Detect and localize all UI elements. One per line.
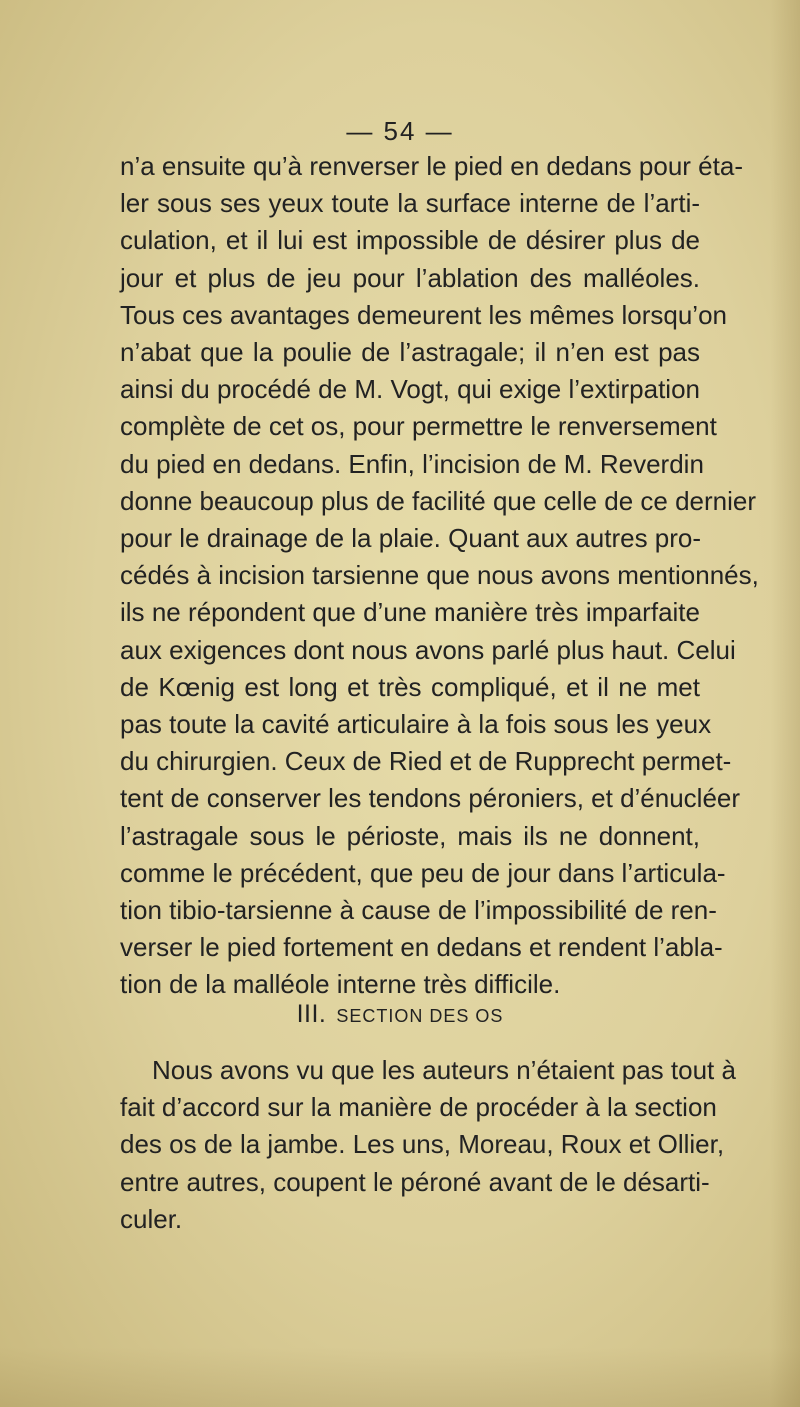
text-line: ler sous ses yeux toute la surface interne de l’arti-	[120, 188, 700, 219]
section-heading	[0, 1000, 800, 1029]
text-line: culation, et il lui est impossible de désirer plus de	[120, 225, 700, 256]
text-line: du chirurgien. Ceux de Ried et de Rupprecht permet-	[120, 746, 732, 777]
text-line: ils ne répondent que d’une manière très imparfaite	[120, 597, 700, 628]
page-bottom-shading	[0, 1347, 800, 1407]
text-line: verser le pied fortement en dedans et rendent l’abla-	[120, 932, 723, 963]
page-edge-shading	[770, 0, 800, 1407]
text-line-last: tion de la malléole interne très difficile.	[120, 969, 561, 1000]
paragraph-1	[120, 148, 759, 1004]
section-number: III.	[296, 1000, 327, 1028]
text-line: de Kœnig est long et très compliqué, et il ne met	[120, 671, 700, 702]
section-title: SECTION DES OS	[336, 1006, 504, 1026]
text-line: aux exigences dont nous avons parlé plus haut. Celui	[120, 634, 736, 665]
text-line: pour le drainage de la plaie. Quant aux autres pro-	[120, 523, 702, 554]
text-line: Nous avons vu que les auteurs n’étaient pas tout à	[152, 1055, 736, 1085]
text-line: Tous ces avantages demeurent les mêmes lorsqu’on	[120, 299, 727, 330]
text-line-last: culer.	[120, 1203, 183, 1234]
text-line: complète de cet os, pour permettre le renversement	[120, 411, 717, 442]
text-line: cédés à incision tarsienne que nous avons mentionnés,	[120, 560, 759, 591]
text-line: comme le précédent, que peu de jour dans l’articula-	[120, 857, 726, 888]
text-line: jour et plus de jeu pour l’ablation des malléoles.	[120, 262, 700, 293]
text-line: fait d’accord sur la manière de procéder à la section	[120, 1092, 717, 1123]
text-line: entre autres, coupent le péroné avant de le désarti-	[120, 1166, 710, 1197]
text-line: donne beaucoup plus de facilité que celle de ce dernier	[120, 485, 757, 516]
text-line: du pied en dedans. Enfin, l’incision de M. Reverdin	[120, 448, 704, 479]
text-line: l’astragale sous le périoste, mais ils ne donnent,	[120, 820, 700, 851]
text-line: tion tibio-tarsienne à cause de l’impossibilité de ren-	[120, 895, 717, 926]
paragraph-2	[120, 1052, 736, 1238]
text-line: pas toute la cavité articulaire à la fois sous les yeux	[120, 709, 712, 740]
text-line: n’a ensuite qu’à renverser le pied en dedans pour éta-	[120, 151, 743, 181]
text-line: des os de la jambe. Les uns, Moreau, Roux et Ollier,	[120, 1129, 725, 1160]
page-number: — 54 —	[346, 116, 454, 146]
text-line: n’abat que la poulie de l’astragale; il n’en est pas	[120, 337, 700, 368]
text-line: ainsi du procédé de M. Vogt, qui exige l’extirpation	[120, 374, 700, 405]
text-line: tent de conserver les tendons péroniers, et d’énucléer	[120, 783, 741, 814]
